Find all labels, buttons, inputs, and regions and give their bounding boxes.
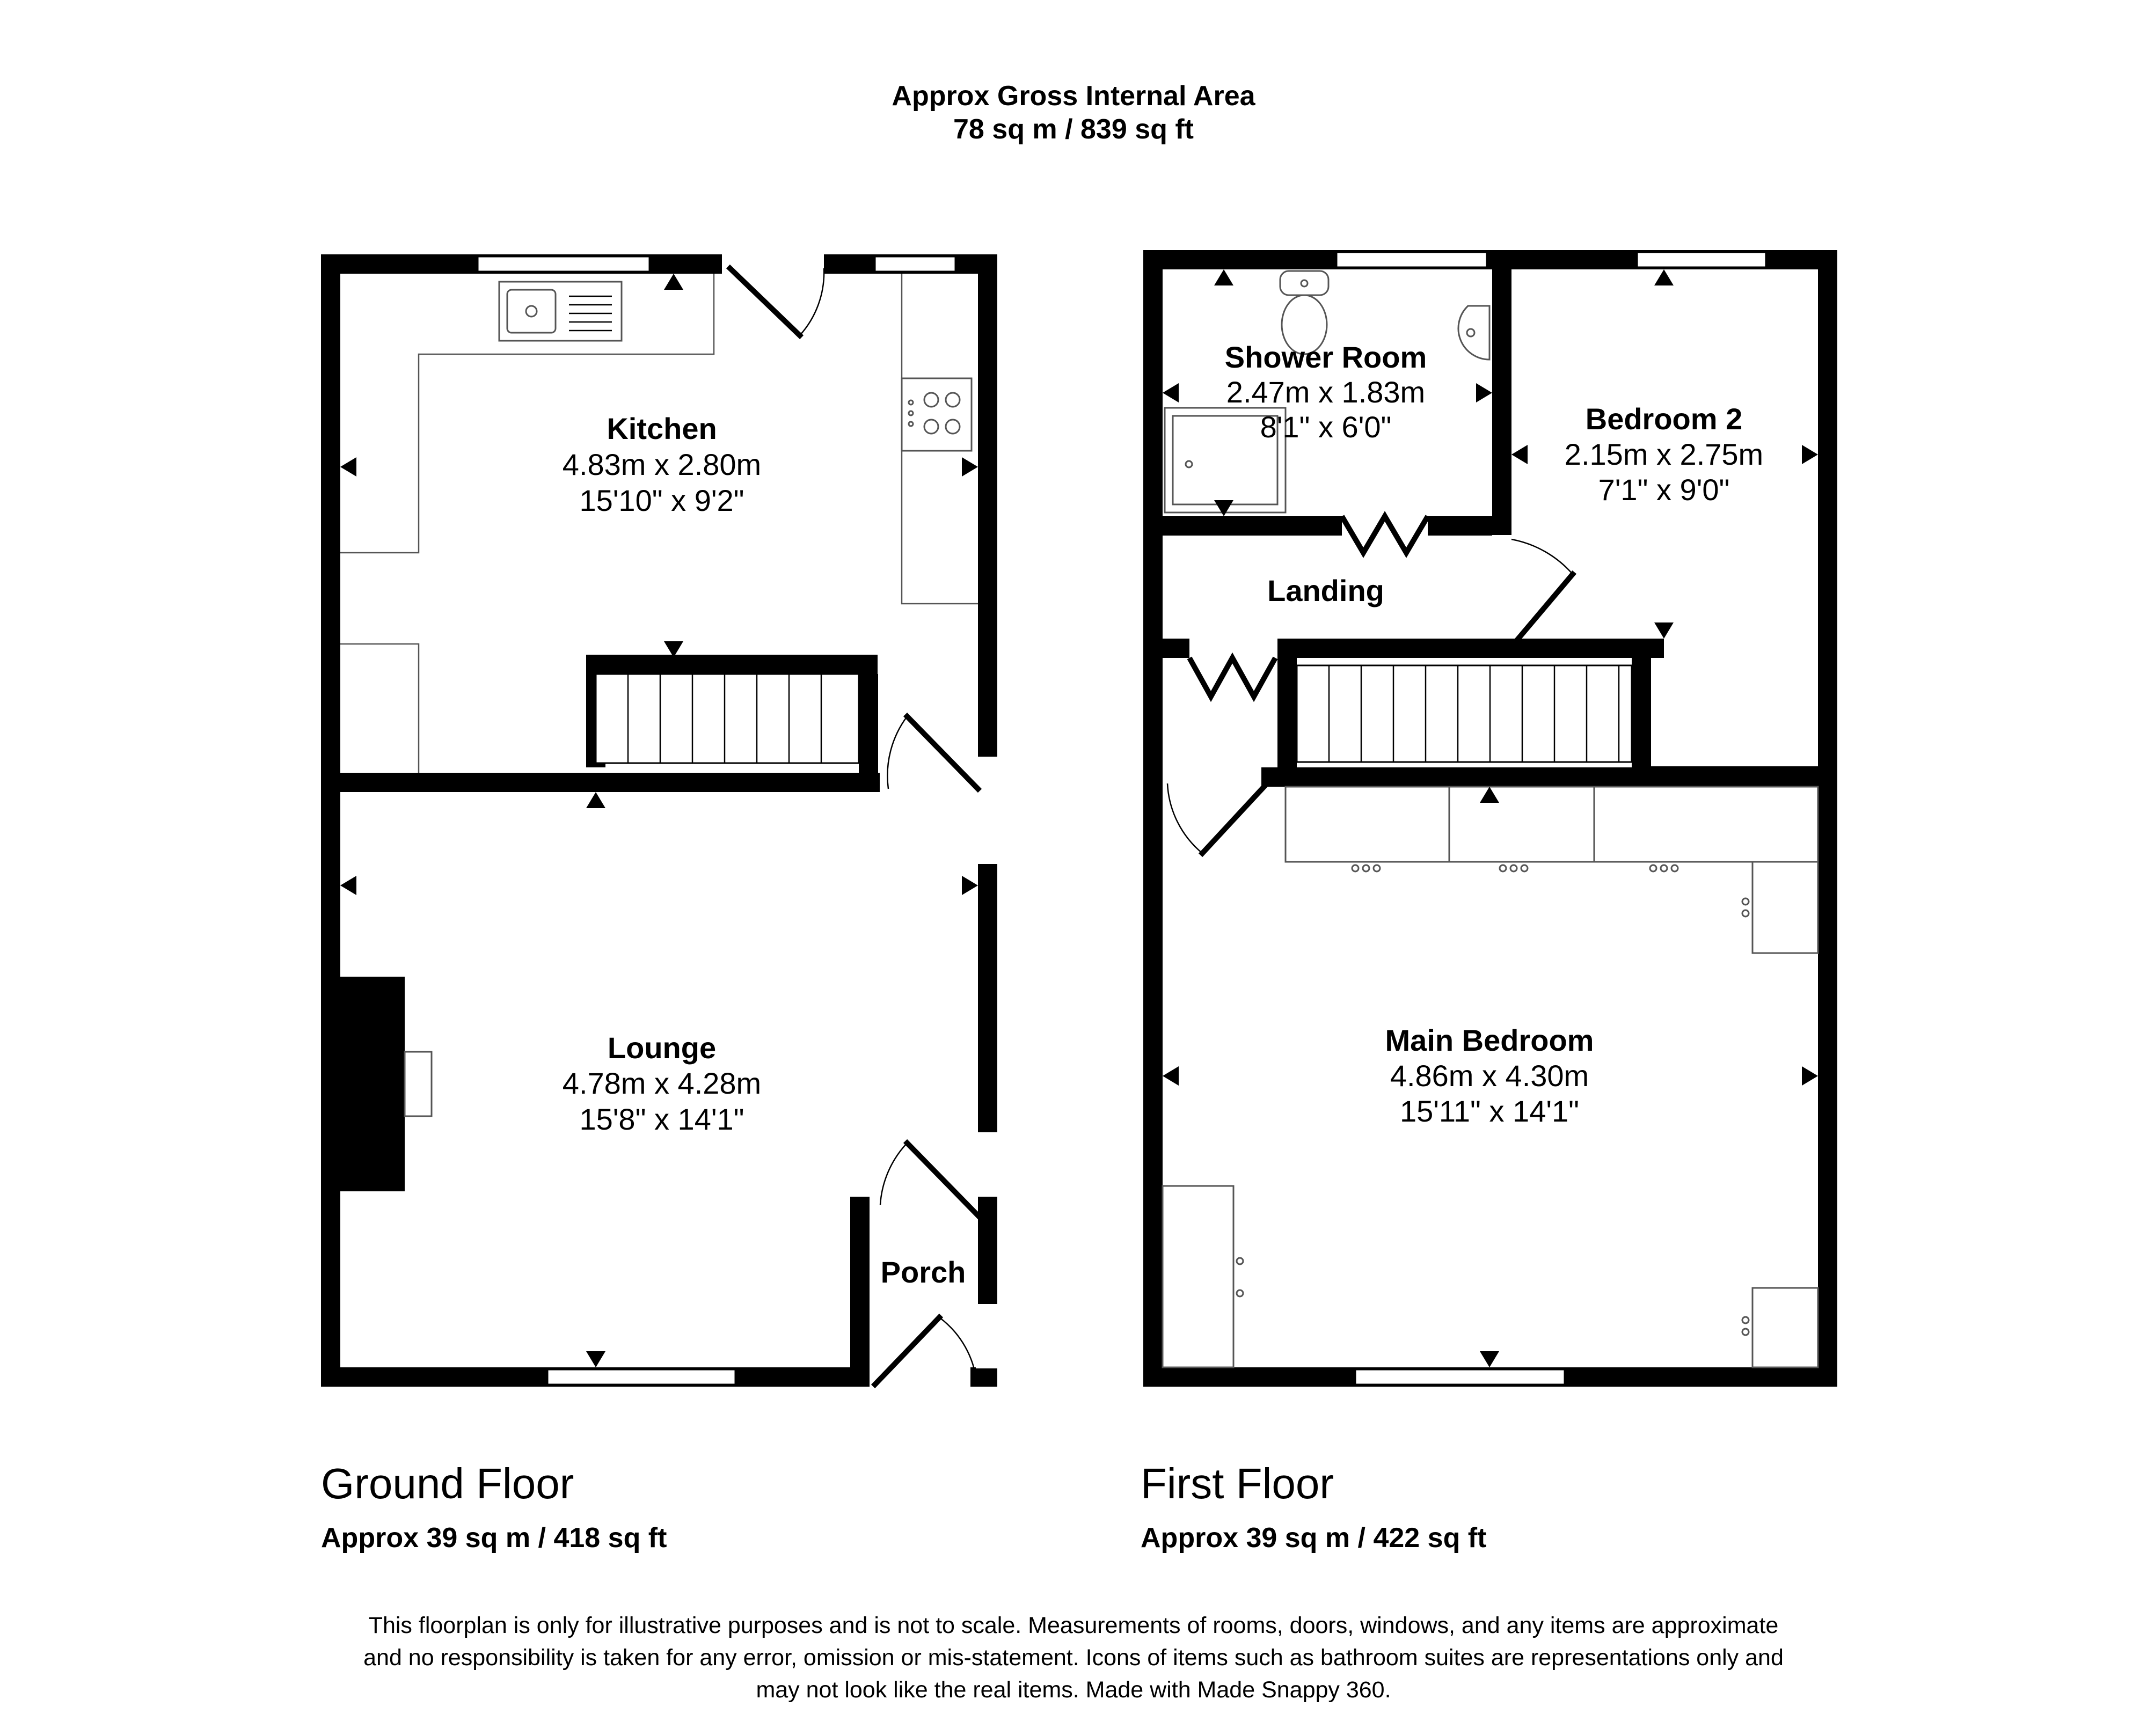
bifold-door	[1189, 658, 1275, 697]
ground-floor-plan	[321, 252, 999, 1387]
shower-room-imperial: 8'1" x 6'0"	[1260, 410, 1392, 444]
door	[880, 1143, 978, 1215]
first-floor-plan	[1143, 250, 1837, 1387]
bedroom-2-metric: 2.15m x 2.75m	[1564, 437, 1764, 471]
lounge-imperial: 15'8" x 14'1"	[579, 1102, 744, 1136]
wall	[1277, 639, 1664, 658]
wall	[1163, 639, 1189, 658]
main-bedroom-imperial: 15'11" x 14'1"	[1399, 1094, 1580, 1128]
wardrobe	[1286, 787, 1818, 871]
landing-label: Landing	[1267, 574, 1384, 607]
lounge-label: Lounge	[607, 1031, 717, 1065]
ground-floor-title: Ground Floor	[321, 1460, 574, 1507]
bedroom-2-imperial: 7'1" x 9'0"	[1598, 473, 1730, 507]
wall	[850, 1197, 870, 1387]
door	[875, 1317, 977, 1385]
wall	[1143, 250, 1163, 1387]
wall	[1163, 516, 1492, 536]
window	[1337, 252, 1487, 267]
disclaimer-line-2: and no responsibility is taken for any error, omission or mis-statement. Icons of items such as bathroom suites are representations only and	[363, 1645, 1784, 1671]
door	[730, 268, 824, 335]
window	[547, 1369, 735, 1385]
wall	[340, 773, 880, 792]
stairs	[1261, 658, 1818, 787]
shower-room-metric: 2.47m x 1.83m	[1226, 375, 1426, 409]
kitchen-unit	[340, 644, 419, 773]
bedroom-2-label: Bedroom 2	[1585, 402, 1743, 436]
hob-icon	[902, 378, 972, 451]
door	[887, 716, 978, 789]
stairs	[596, 664, 878, 773]
ground-floor-area: Approx 39 sq m / 418 sq ft	[321, 1522, 667, 1554]
disclaimer-line-1: This floorplan is only for illustrative purposes and is not to scale. Measurements of rooms, doors, windows, and any items are approximate	[368, 1613, 1779, 1638]
first-floor-area: Approx 39 sq m / 422 sq ft	[1141, 1522, 1487, 1554]
gross-area-value: 78 sq m / 839 sq ft	[953, 114, 1194, 145]
first-floor-title: First Floor	[1141, 1460, 1334, 1507]
door	[1167, 783, 1264, 853]
main-bedroom-metric: 4.86m x 4.30m	[1390, 1059, 1589, 1093]
main-bedroom-label: Main Bedroom	[1385, 1023, 1594, 1057]
kitchen-label: Kitchen	[607, 412, 717, 445]
wardrobe	[1163, 1186, 1243, 1367]
bedside-unit	[1742, 862, 1818, 953]
disclaimer-line-3: may not look like the real items. Made with Made Snappy 360.	[756, 1677, 1391, 1703]
shower-room-label: Shower Room	[1224, 340, 1427, 374]
sink-icon	[499, 282, 622, 341]
bedside-unit	[1742, 1288, 1818, 1367]
window	[875, 257, 955, 272]
door	[1511, 539, 1573, 647]
lounge-metric: 4.78m x 4.28m	[562, 1066, 762, 1100]
window	[478, 257, 649, 272]
window	[1355, 1369, 1565, 1385]
wall	[321, 254, 340, 1387]
kitchen-metric: 4.83m x 2.80m	[562, 448, 762, 481]
fireplace-icon	[340, 977, 432, 1191]
kitchen-imperial: 15'10" x 9'2"	[579, 484, 744, 517]
window	[1637, 252, 1766, 267]
wall	[1492, 269, 1511, 535]
porch-label: Porch	[880, 1255, 966, 1289]
gross-area-title: Approx Gross Internal Area	[892, 80, 1255, 112]
wall	[1818, 250, 1837, 1387]
basin-icon	[1458, 306, 1489, 360]
